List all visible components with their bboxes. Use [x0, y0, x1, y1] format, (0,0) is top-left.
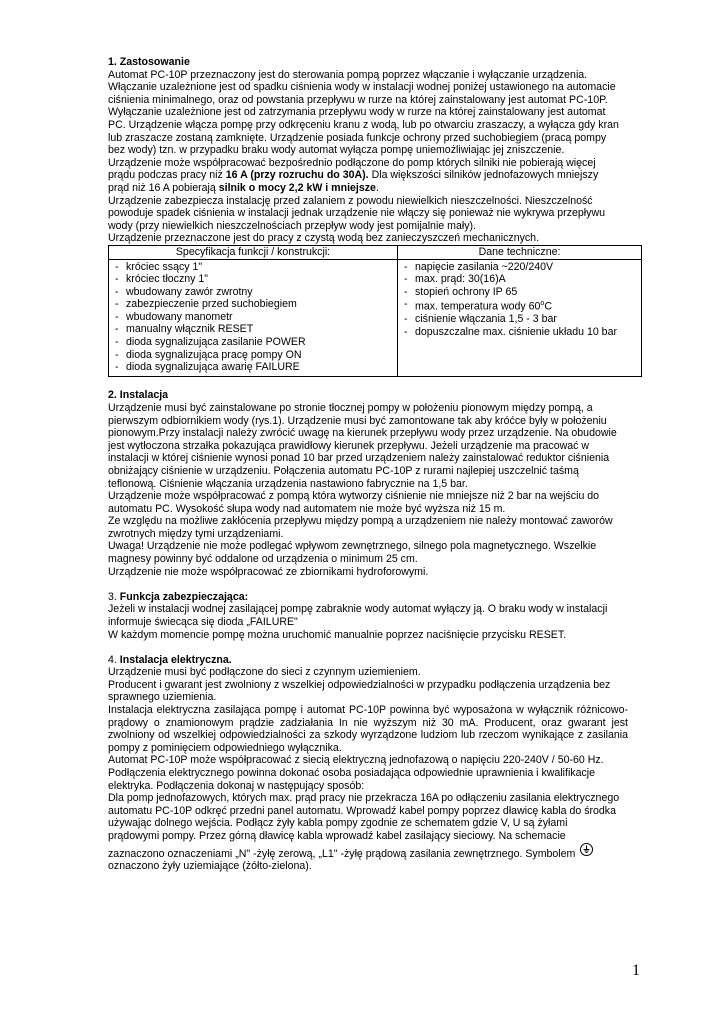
section-1-title: 1. Zastosowanie: [108, 56, 190, 68]
section-4-final-line: oznaczono żyły uziemiające (żółto-zielona).: [108, 860, 312, 873]
text-line: pionowym.Przy instalacji należy zwrócić uwagę na kierunek przepływu wody przez urządzenie. Na obudowie: [108, 427, 617, 440]
list-item: - króciec tłoczny 1": [115, 273, 393, 286]
list-item: - dopuszczalne max. ciśnienie układu 10 bar: [404, 326, 637, 339]
text-line: Automat PC-10P przeznaczony jest do sterowania pompą poprzez włączanie i wyłączanie urządzenia.: [108, 68, 588, 81]
text-line: automatu PC. Wysokość słupa wody nad automatem nie może być wyższa niż 15 m.: [108, 502, 506, 515]
text-run: C: [544, 300, 552, 313]
section-4-title: [108, 654, 628, 667]
ground-symbol-icon: [580, 843, 593, 856]
section-title-text: Instalacja elektryczna.: [119, 653, 232, 666]
list-item: - wbudowany zawór zwrotny: [115, 286, 393, 299]
list-item: [404, 298, 637, 313]
section-4-rcd-paragraph: Instalacja elektryczna zasilająca pompę i automat PC-10P powinna być wyposażona w wyłącznik różnicowo-prądowy o znamionowym prądzie zadziałania In nie wyższym niż 30 mA. Producent, oraz gwarant jest zwolniony od wszelkiej odpowiedzialności za szkody wyrządzone ludziom lub rzeczom wynikające z zasilania pompy z pominięciem odpowiedniego wyłącznika.: [108, 704, 628, 754]
text-line: PC. Urządzenie włącza pompę przy odkręceniu kranu z wodą, lub po otwarciu zraszaczy, a wyłącza gdy kran: [108, 118, 619, 131]
list-item: - zabezpieczenie przed suchobiegiem: [115, 298, 393, 311]
list-item: - dioda sygnalizująca zasilanie POWER: [115, 336, 393, 349]
text-line: Włączanie uzależnione jest od spadku ciśnienia wody w instalacji wodnej poniżej ustawionego na automacie: [108, 81, 616, 94]
table-body-row: [109, 259, 642, 376]
list-item: - manualny włącznik RESET: [115, 323, 393, 336]
text-line: Automat PC-10P może współpracować z siecią elektryczną jednofazową o napięciu 220-240V / 50-60 Hz.: [108, 754, 604, 767]
section-3-body: [108, 603, 628, 641]
text-run: prąd niż 16 A pobierają: [108, 181, 219, 194]
section-1-body: [108, 69, 628, 170]
text-line: zwrotnych między tymi urządzeniami.: [108, 527, 284, 540]
list-item: - napięcie zasilania ~220/240V: [404, 261, 637, 274]
text-line: Dla pomp jednofazowych, których max. prąd pracy nie przekracza 16A po odłączeniu zasilania elektrycznego: [108, 792, 620, 805]
list-item: - wbudowany manometr: [115, 311, 393, 324]
text-line: używając dolnego wejścia. Podłącz żyły kabla pompy zgodnie ze schematem gdzie V, U są żyłami: [108, 817, 568, 830]
bold-text-run: silnik o mocy 2,2 kW i mniejsze: [218, 181, 376, 194]
text-line: obniżający ciśnienie w urządzeniu. Połączenia automatu PC-10P z rurami najlepiej uszczelnić taśmą: [108, 464, 579, 477]
document-page: [108, 56, 628, 873]
list-item: - stopień ochrony IP 65: [404, 286, 637, 299]
text-line: pierwszym odbiornikiem wody (rys.1). Urządzenie musi być zamontowane tak aby króćce były w położeniu: [108, 414, 607, 427]
text-run: Dla większości silników jednofazowych mniejszy: [368, 169, 599, 182]
text-line: Urządzenie musi być zainstalowane po stronie tłocznej pompy w położeniu pionowym między pompą, a: [108, 401, 593, 414]
text-line: Jeżeli w instalacji wodnej zasilającej pompę zabraknie wody automat wyłączy ją. O braku wody w instalacji: [108, 603, 608, 616]
functions-cell: [109, 259, 398, 376]
bold-text-run: 16 A (przy rozruchu do 30A).: [225, 169, 369, 182]
table-header-technical: Dane techniczne:: [398, 245, 642, 259]
section-4-body-a: [108, 666, 628, 704]
technical-list: [404, 261, 637, 339]
text-line: magnesy powinny być oddalone od urządzenia o minimum 25 cm.: [108, 553, 418, 566]
section-4-body-b: [108, 754, 628, 842]
section-number: 3.: [108, 590, 120, 603]
list-item: - max. prąd: 30(16)A: [404, 273, 637, 286]
section-number: 4.: [108, 653, 120, 666]
text-line: jest wytłoczona strzałka pokazująca prawidłowy kierunek przepływu. Jeżeli urządzenie ma pracować w: [108, 439, 590, 452]
text-line: Podłączenia elektrycznego powinna dokonać osoba posiadająca odpowiednie uprawnienia i kwalifikacje: [108, 766, 596, 779]
text-line: W każdym momencie pompę można uruchomić manualnie poprzez naciśnięcie przycisku RESET.: [108, 628, 567, 641]
text-line: lub zraszacze zostaną zamknięte. Urządzenie posiada funkcje ochrony przed suchobiegiem (pracą pompy: [108, 131, 607, 144]
table-header-row: [109, 245, 642, 259]
section-1-line-10: [108, 182, 628, 195]
text-line: powoduje spadek ciśnienia w instalacji jednak urządzenie nie włączy się ponieważ nie wykrywa przepływu: [108, 207, 605, 220]
text-line: sprawnego uziemienia.: [108, 691, 217, 704]
table-header-functions: Specyfikacja funkcji / konstrukcji:: [109, 245, 398, 259]
section-4-last-line: [108, 843, 628, 861]
section-1-body-end: [108, 195, 628, 245]
text-run: max. temperatura wody 60: [415, 300, 541, 313]
specification-table: [108, 245, 642, 377]
text-line: instalacji w której ciśnienie wynosi ponad 10 bar przed urządzeniem należy zainstalować reduktor ciśnienia: [108, 452, 610, 465]
text-line: automatu PC-10P odkręć przedni panel automatu. Wprowadź kabel pompy poprzez dławicę kabla do środka: [108, 804, 616, 817]
text-line: ciśnienia minimalnego, oraz od powstania przepływu w rurze na której zainstalowany jest automat PC-10P.: [108, 93, 608, 106]
text-run: .: [375, 181, 379, 194]
text-line: Ze względu na możliwe zakłócenia przepływu między pompą a urządzeniem nie należy montować zaworów: [108, 515, 613, 528]
technical-cell: [398, 259, 642, 376]
text-line: Uwaga! Urządzenie nie może podlegać wpływom zewnętrznego, silnego pola magnetycznego. Wszelkie: [108, 540, 597, 553]
text-line: teflonową. Ciśnienie włączania urządzenia nastawiono fabrycznie na 1,5 bar.: [108, 477, 468, 490]
section-title-text: Funkcja zabezpieczająca:: [119, 590, 249, 603]
text-line: informuje świecąca się dioda „FAILURE": [108, 615, 298, 628]
section-2-title: 2. Instalacja: [108, 389, 169, 402]
functions-list: [115, 261, 393, 374]
text-line: Urządzenie zabezpiecza instalację przed zalaniem z powodu niewielkich nieszczelności. Nieszczelność: [108, 194, 593, 207]
section-1-line-9: [108, 169, 628, 182]
text-line: Urządzenie musi być podłączone do sieci z czynnym uziemieniem.: [108, 666, 421, 679]
text-line: prądowymi pompy. Przez górną dławicę kabla wprowadź kabel zasilający sieciowy. Na schemacie: [108, 829, 566, 842]
text-run: prądu podczas pracy niż: [108, 169, 226, 182]
text-line: Urządzenie może współpracować z pompą która wytworzy ciśnienie nie mniejsze niż 2 bar na wejściu do: [108, 490, 600, 503]
text-line: Urządzenie przeznaczone jest do pracy z czystą wodą bez zanieczyszczeń mechanicznych.: [108, 232, 540, 245]
page-number: 1: [632, 962, 640, 979]
section-2-body: [108, 402, 628, 578]
list-item: - króciec ssący 1": [115, 261, 393, 274]
text-line: Urządzenie nie może współpracować ze zbiornikami hydroforowymi.: [108, 565, 429, 578]
text-line: bez wody) tzn. w przypadku braku wody automat wyłącza pompę uniemożliwiając jej zniszczenie.: [108, 144, 565, 157]
text-line: elektryka. Podłączenia dokonaj w następujący sposób:: [108, 779, 365, 792]
list-item: - dioda sygnalizująca pracę pompy ON: [115, 349, 393, 362]
section-3-title: [108, 591, 628, 604]
degree-sup: o: [540, 300, 545, 308]
text-line: wody (przy niewielkich nieszczelnościach przepływ wody jest pomijalnie mały).: [108, 219, 476, 232]
text-line: Urządzenie może współpracować bezpośrednio podłączone do pomp których silniki nie pobierają więcej: [108, 156, 596, 169]
list-item: - dioda sygnalizująca awarię FAILURE: [115, 361, 393, 374]
text-line: Wyłączanie uzależnione jest od zatrzymania przepływu wody w rurze na której zainstalowany jest automat: [108, 106, 606, 119]
list-item: - ciśnienie włączania 1,5 - 3 bar: [404, 313, 637, 326]
text-line: Producent i gwarant jest zwolniony z wszelkiej odpowiedzialności w przypadku podłączenia urządzenia bez: [108, 678, 611, 691]
text-run: zaznaczono oznaczeniami „N" -żyłę zerową, „L1" -żyłę prądową zasilania zewnętrznego. Symbolem: [108, 847, 579, 860]
